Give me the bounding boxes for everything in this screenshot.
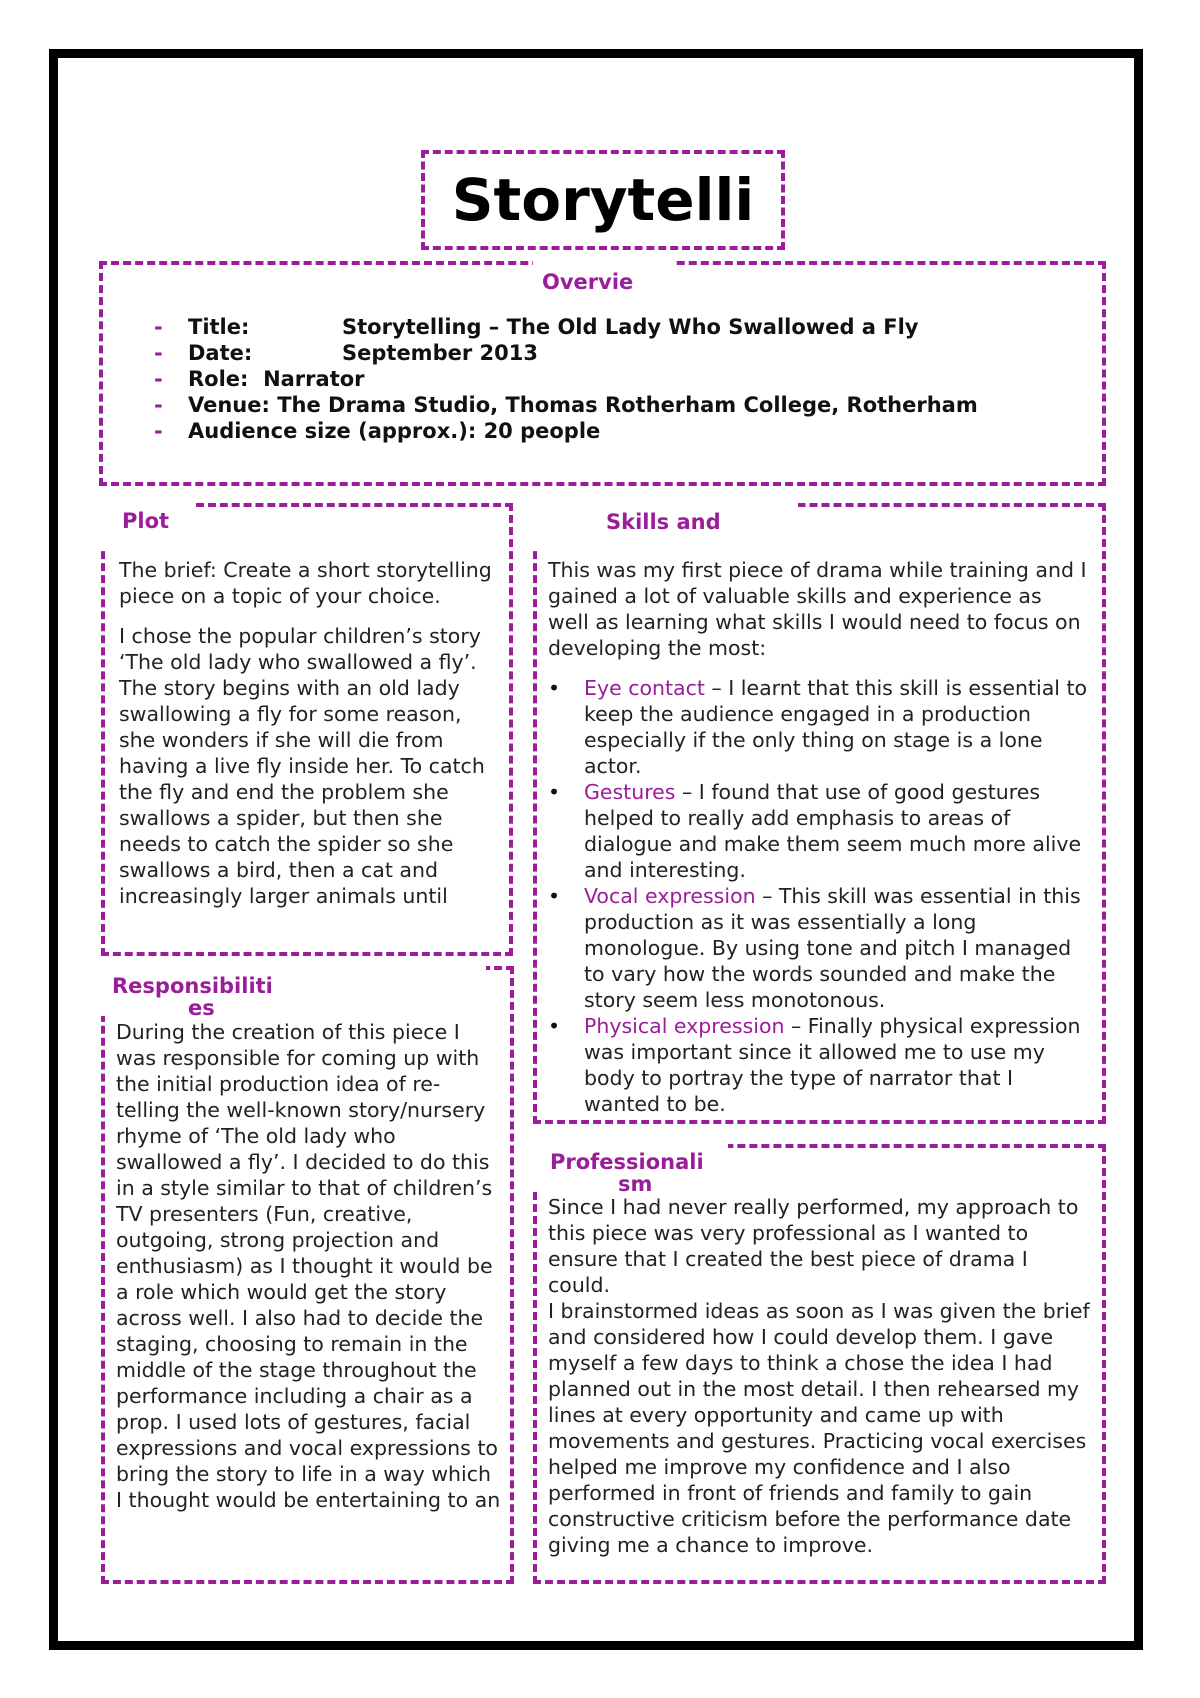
page-title: Storytelli bbox=[451, 166, 755, 234]
overview-value: 20 people bbox=[483, 419, 601, 443]
responsibilities-content bbox=[116, 1019, 501, 1572]
dash-marker: - bbox=[154, 419, 163, 443]
skill-item-eye-contact bbox=[548, 675, 1088, 779]
skill-item-gestures bbox=[548, 779, 1088, 883]
overview-label: Venue: bbox=[188, 393, 270, 417]
skills-content bbox=[548, 557, 1088, 1117]
overview-list bbox=[154, 314, 1088, 444]
skill-term: Gestures bbox=[584, 780, 676, 804]
overview-item-date bbox=[154, 340, 1088, 366]
bullet-icon: • bbox=[548, 676, 561, 700]
professionalism-heading bbox=[544, 1151, 710, 1195]
bullet-icon: • bbox=[548, 1014, 561, 1038]
skill-item-vocal-expression bbox=[548, 883, 1088, 1013]
professionalism-heading-line2: sm bbox=[618, 1172, 653, 1196]
skills-heading: Skills and bbox=[600, 509, 727, 535]
overview-label: Role: bbox=[188, 367, 249, 391]
responsibilities-heading-line1: Responsibiliti bbox=[112, 974, 273, 998]
responsibilities-heading bbox=[106, 975, 279, 1019]
professionalism-paragraph: I brainstormed ideas as soon as I was given the brief and considered how I could develop them. I gave myself a few days to think a chose the idea I had planned out in the most detail. I then rehearsed my lines at every opportunity and came up with movements and gestures. Practicing vocal exercises helped me improve my confidence and I also performed in front of friends and family to gain constructive criticism before the performance date giving me a chance to improve. bbox=[548, 1299, 1090, 1557]
overview-value: Narrator bbox=[263, 367, 365, 391]
overview-value: Storytelling – The Old Lady Who Swallowed a Fly bbox=[342, 315, 919, 339]
plot-heading: Plot bbox=[116, 508, 175, 534]
responsibilities-paragraph: During the creation of this piece I was responsible for coming up with the initial production idea of re-telling the well-known story/nursery rhyme of ‘The old lady who swallowed a fly’. I decided to do this in a style similar to that of children’s TV presenters (Fun, creative, outgoing, strong projection and enthusiasm) as I thought it would be a role which would get the story across well. I also had to decide the staging, choosing to remain in the middle of the stage throughout the performance including a chair as a prop. I used lots of gestures, facial expressions and vocal expressions to bring the story to life in a way which I thought would be entertaining to an bbox=[116, 1020, 501, 1512]
skill-text: – I found that use of good gestures helped to really add emphasis to areas of dialogue and make them seem much more alive and interesting. bbox=[584, 780, 1082, 882]
overview-heading: Overvie bbox=[536, 269, 639, 295]
dash-marker: - bbox=[154, 315, 163, 339]
dash-marker: - bbox=[154, 367, 163, 391]
overview-label: Date: bbox=[188, 341, 253, 365]
overview-label: Audience size (approx.): bbox=[188, 419, 477, 443]
responsibilities-heading-line2: es bbox=[188, 996, 215, 1020]
overview-item-role bbox=[154, 366, 1088, 392]
skill-item-physical-expression bbox=[548, 1013, 1088, 1117]
overview-content bbox=[154, 314, 1088, 454]
overview-border-gap bbox=[533, 257, 673, 266]
overview-label: Title: bbox=[188, 315, 250, 339]
professionalism-heading-line1: Professionali bbox=[550, 1150, 704, 1174]
bullet-icon: • bbox=[548, 884, 561, 908]
plot-paragraph: The brief: Create a short storytelling piece on a topic of your choice. bbox=[119, 558, 492, 608]
skill-term: Eye contact bbox=[584, 676, 705, 700]
overview-item-audience bbox=[154, 418, 1088, 444]
dash-marker: - bbox=[154, 341, 163, 365]
bullet-icon: • bbox=[548, 780, 561, 804]
plot-paragraph: I chose the popular children’s story ‘The old lady who swallowed a fly’. The story begins with an old lady swallowing a fly for some reason, she wonders if she will die from having a live fly inside her. To catch the fly and end the problem she swallows a spider, but then she needs to catch the spider so she swallows a bird, then a cat and increasingly larger animals until bbox=[119, 624, 485, 908]
overview-item-title bbox=[154, 314, 1088, 340]
overview-item-venue bbox=[154, 392, 1088, 418]
skills-list bbox=[548, 675, 1088, 1117]
professionalism-content bbox=[548, 1194, 1093, 1574]
skill-term: Vocal expression bbox=[584, 884, 756, 908]
skill-term: Physical expression bbox=[584, 1014, 785, 1038]
dash-marker: - bbox=[154, 393, 163, 417]
plot-content bbox=[119, 557, 499, 947]
skill-text: – I learnt that this skill is essential to keep the audience engaged in a production especially if the only thing on stage is a lone actor. bbox=[584, 676, 1088, 778]
overview-value: The Drama Studio, Thomas Rotherham College, Rotherham bbox=[277, 393, 978, 417]
skill-text: – Finally physical expression was important since it allowed me to use my body to portray the type of narrator that I wanted to be. bbox=[584, 1014, 1081, 1116]
overview-value: September 2013 bbox=[342, 341, 538, 365]
skill-text: – This skill was essential in this production as it was essentially a long monologue. By using tone and pitch I managed to vary how the words sounded and make the story seem less monotonous. bbox=[584, 884, 1081, 1012]
skills-intro: This was my first piece of drama while training and I gained a lot of valuable skills and experience as well as learning what skills I would need to focus on developing the most: bbox=[548, 558, 1087, 660]
professionalism-paragraph: Since I had never really performed, my approach to this piece was very professional as I wanted to ensure that I created the best piece of drama I could. bbox=[548, 1195, 1079, 1297]
